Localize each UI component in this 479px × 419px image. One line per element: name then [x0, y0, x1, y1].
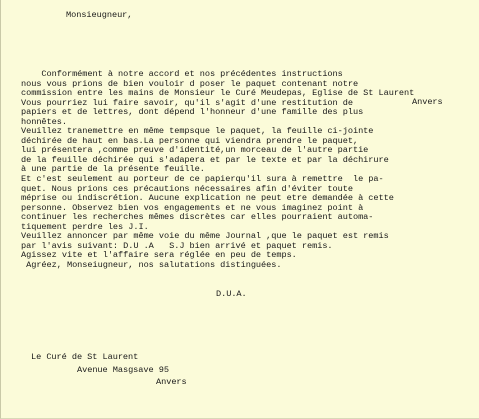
- body-line: tiquement perdre les J.I.: [21, 221, 149, 232]
- body-line: à une partie de la présente feuille.: [21, 164, 205, 175]
- body-line: quet. Nous prions ces précautions nécessaires afin d'éviter toute: [21, 183, 353, 194]
- body-line: honnêtes.: [21, 116, 67, 127]
- body-line: commission entre les mains de Monsieur le Curé Meudepas, Eglise de St Laurent: [21, 88, 415, 99]
- body-line: personne. Observez bien vos engagements et ne vous imaginez point à: [21, 202, 364, 213]
- body-line: Conformément à notre accord et nos précédentes instructions: [21, 69, 343, 79]
- body-line: Veuillez annoncer par même voie du même Journal ,que le paquet est remis: [21, 231, 389, 242]
- body-line: Veuillez tranemettre en même tempsque le paquet, la feuille ci-jointe: [21, 126, 374, 137]
- body-line: lui présentera ,comme preuve d'identité,un morceau de l'autre partie: [21, 145, 369, 156]
- letter-body: [21, 70, 414, 270]
- body-line: Vous pourriez lui faire savoir, qu'il s'agit d'une restitution de: [21, 97, 353, 108]
- address-line-2: Avenue Masgsave 95: [77, 365, 169, 375]
- address-line-1: Le Curé de St Laurent: [31, 352, 139, 362]
- overline-word: Anvers: [412, 97, 443, 107]
- body-line: par l'avis suivant: D.U .A S.J bien arrivé et paquet remis.: [21, 240, 333, 251]
- body-line: continuer les recherches mêmes discrètes car elles pourraient automa-: [21, 212, 374, 223]
- body-line: déchirée de haut en bas.La personne qui viendra prendre le paquet,: [21, 135, 359, 146]
- body-line: papiers et de lettres, dont dépend l'honneur d'une famille des plus: [21, 107, 364, 118]
- body-line: de la feuille déchirée qui s'adapera et par le texte et par la déchirure: [21, 154, 389, 165]
- body-line: Agréez, Monseiugneur, nos salutations distinguées.: [21, 259, 282, 270]
- signature: D.U.A.: [216, 289, 247, 299]
- body-line: Agissez vite et l'affaire sera réglée en peu de temps.: [21, 250, 297, 261]
- body-line: nous vous prions de bien vouloir d poser le paquet contenant notre: [21, 78, 359, 89]
- address-line-3: Anvers: [156, 377, 187, 387]
- body-line: Et c'est seulement au porteur de ce papierqu'il sura à remettre le pa-: [21, 174, 384, 185]
- body-line: méprise ou indiscrétion. Aucune explication ne peut etre demandée à cette: [21, 193, 394, 204]
- salutation: Monsieugneur,: [66, 10, 133, 20]
